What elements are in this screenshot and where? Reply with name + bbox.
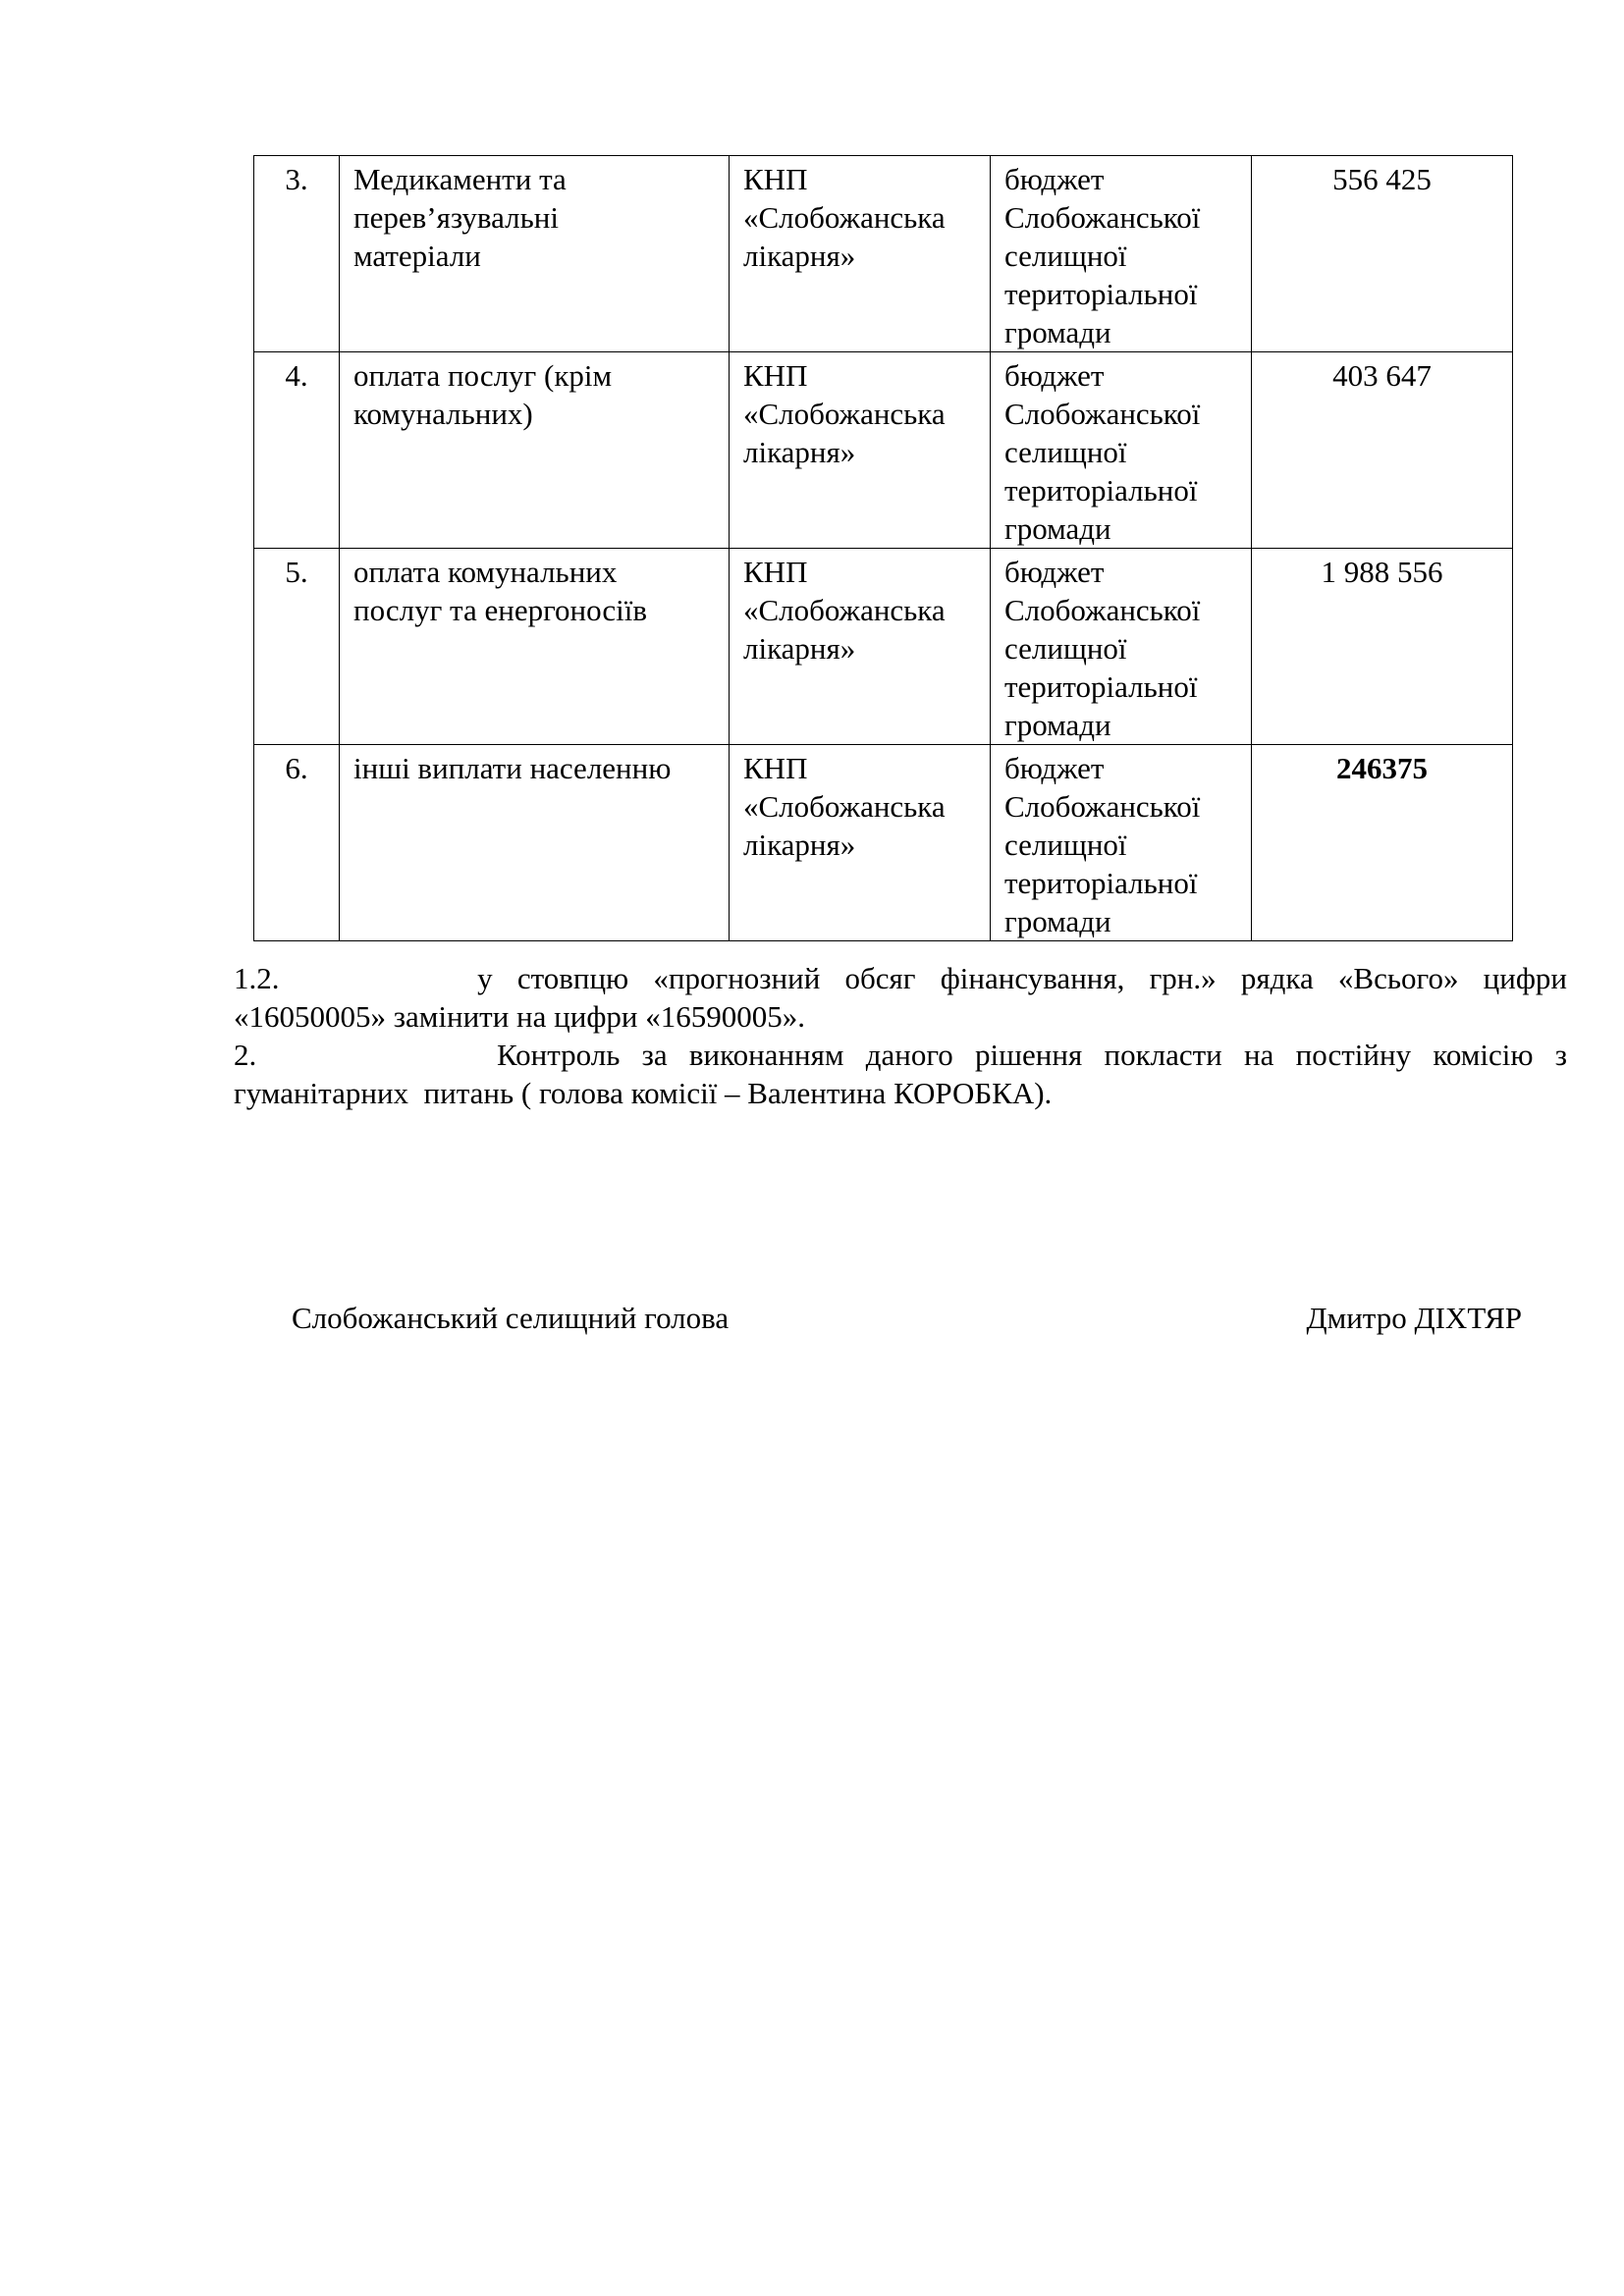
paragraph-line: «16050005» замінити на цифри «16590005». <box>234 999 806 1034</box>
source-cell: бюджет Слобожанської селищної територіальної громади <box>991 549 1252 745</box>
table-row <box>254 156 1513 352</box>
signature-name: Дмитро ДІХТЯР <box>1306 1301 1522 1335</box>
table-row <box>254 549 1513 745</box>
paragraph-1-2 <box>234 959 1567 1036</box>
amount-cell: 246375 <box>1252 745 1513 941</box>
item-cell: оплата комунальних послуг та енергоносіїв <box>340 549 730 745</box>
paragraph-2 <box>234 1036 1567 1112</box>
executor-cell: КНП «Слобожанська лікарня» <box>730 745 991 941</box>
row-number: 4. <box>254 352 340 549</box>
row-number: 3. <box>254 156 340 352</box>
row-number: 5. <box>254 549 340 745</box>
item-cell: інші виплати населенню <box>340 745 730 941</box>
row-number: 6. <box>254 745 340 941</box>
source-cell: бюджет Слобожанської селищної територіальної громади <box>991 745 1252 941</box>
item-cell: оплата послуг (крім комунальних) <box>340 352 730 549</box>
source-cell: бюджет Слобожанської селищної територіальної громади <box>991 156 1252 352</box>
paragraph-line: 1.2. у стовпцю «прогнозний обсяг фінансування, грн.» рядка «Всього» цифри <box>234 961 1567 995</box>
paragraph-line: гуманітарних питань ( голова комісії – Валентина КОРОБКА). <box>234 1076 1053 1110</box>
executor-cell: КНП «Слобожанська лікарня» <box>730 549 991 745</box>
amount-cell: 556 425 <box>1252 156 1513 352</box>
signature-title: Слобожанський селищний голова <box>292 1301 730 1335</box>
item-cell: Медикаменти та перев’язувальні матеріали <box>340 156 730 352</box>
funding-table <box>253 155 1513 941</box>
paragraph-line: 2. Контроль за виконанням даного рішення покласти на постійну комісію з <box>234 1038 1567 1072</box>
amount-cell: 1 988 556 <box>1252 549 1513 745</box>
amount-cell: 403 647 <box>1252 352 1513 549</box>
table-row <box>254 745 1513 941</box>
source-cell: бюджет Слобожанської селищної територіальної громади <box>991 352 1252 549</box>
executor-cell: КНП «Слобожанська лікарня» <box>730 352 991 549</box>
table-row <box>254 352 1513 549</box>
executor-cell: КНП «Слобожанська лікарня» <box>730 156 991 352</box>
